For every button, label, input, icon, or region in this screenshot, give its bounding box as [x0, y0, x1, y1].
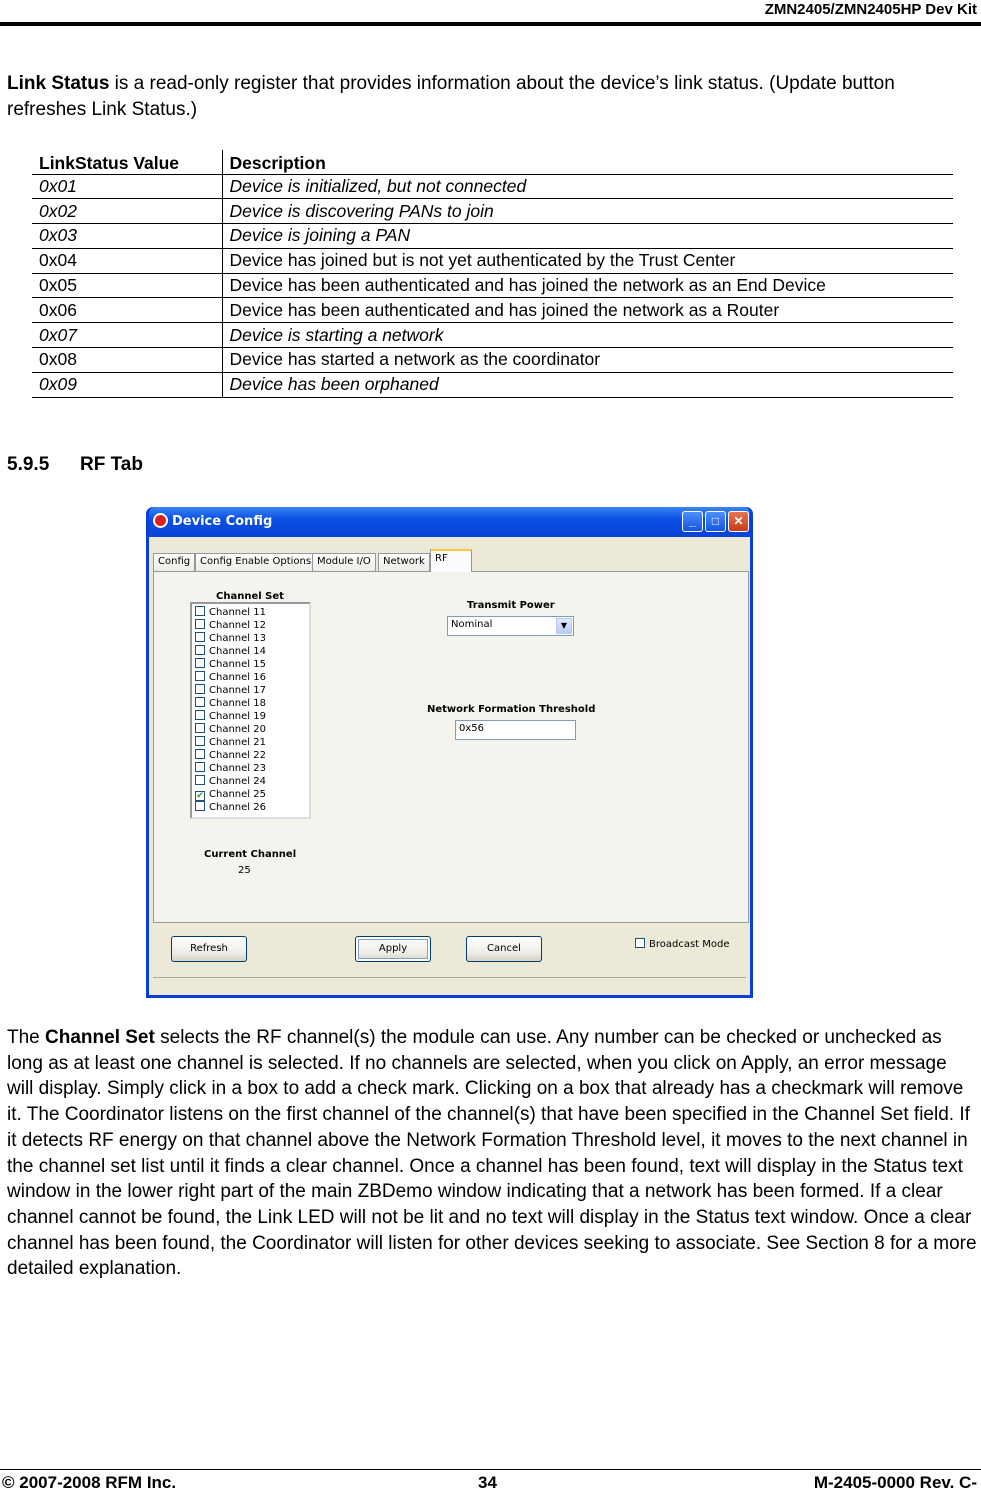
channel-item[interactable] — [192, 697, 309, 710]
channel-checkbox[interactable] — [195, 775, 205, 785]
current-channel-value: 25 — [238, 865, 251, 876]
channel-checkbox[interactable] — [195, 632, 205, 642]
tab-config[interactable]: Config — [153, 553, 195, 571]
link-status-value: 0x04 — [32, 248, 222, 273]
channel-checkbox[interactable] — [195, 684, 205, 694]
channel-item[interactable] — [192, 632, 309, 645]
link-status-value: 0x05 — [32, 273, 222, 298]
device-config-window — [146, 507, 753, 998]
section-title: RF Tab — [80, 454, 143, 475]
channel-label: Channel 16 — [209, 672, 266, 683]
section-number: 5.9.5 — [7, 454, 50, 475]
cancel-button[interactable]: Cancel — [466, 936, 542, 962]
channel-set-term: Channel Set — [45, 1027, 155, 1048]
channel-label: Channel 14 — [209, 646, 266, 657]
table-row — [32, 273, 953, 298]
channel-label: Channel 24 — [209, 776, 266, 787]
channel-checkbox[interactable] — [195, 736, 205, 746]
link-status-value: 0x02 — [32, 199, 222, 224]
channel-checkbox[interactable] — [195, 671, 205, 681]
channel-item[interactable] — [192, 749, 309, 762]
channel-set-label: Channel Set — [216, 591, 284, 602]
current-channel-label: Current Channel — [204, 849, 297, 860]
section-heading — [7, 454, 143, 476]
channel-checkbox[interactable] — [195, 606, 205, 616]
channel-checkbox[interactable] — [195, 645, 205, 655]
channel-checkbox[interactable] — [195, 658, 205, 668]
channel-checkbox[interactable] — [195, 749, 205, 759]
link-status-value: 0x08 — [32, 348, 222, 373]
window-title: Device Config — [172, 514, 273, 529]
link-status-description: Device is discovering PANs to join — [222, 199, 953, 224]
body-lead: The — [7, 1027, 46, 1048]
page-footer — [0, 1469, 981, 1492]
network-formation-threshold-label: Network Formation Threshold — [427, 704, 596, 715]
channel-label: Channel 25 — [209, 789, 266, 800]
channel-label: Channel 11 — [209, 607, 266, 618]
tab-module-io[interactable]: Module I/O — [312, 553, 376, 571]
link-status-value: 0x07 — [32, 323, 222, 348]
minimize-button[interactable]: _ — [682, 511, 703, 532]
col-value-header: LinkStatus Value — [32, 150, 222, 174]
table-row — [32, 298, 953, 323]
channel-label: Channel 17 — [209, 685, 266, 696]
channel-item[interactable] — [192, 788, 309, 801]
page-header — [0, 0, 981, 26]
maximize-button[interactable]: □ — [705, 511, 726, 532]
link-status-description: Device has been authenticated and has joined the network as a Router — [222, 298, 953, 323]
intro-text: is a read-only register that provides information about the device’s link status. (Update button refreshes Link Status.) — [7, 73, 895, 120]
broadcast-mode-checkbox[interactable] — [635, 938, 645, 948]
channel-label: Channel 15 — [209, 659, 266, 670]
page-number: 34 — [478, 1473, 497, 1492]
link-status-value: 0x09 — [32, 372, 222, 397]
link-status-description: Device is joining a PAN — [222, 224, 953, 249]
network-formation-threshold-input[interactable] — [455, 720, 576, 740]
table-row — [32, 199, 953, 224]
channel-item[interactable] — [192, 658, 309, 671]
channel-label: Channel 26 — [209, 802, 266, 813]
link-status-description: Device is initialized, but not connected — [222, 174, 953, 199]
threshold-value: 0x56 — [459, 723, 485, 734]
channel-checkbox[interactable] — [195, 619, 205, 629]
channel-set-list[interactable] — [190, 602, 311, 819]
footer-copyright: © 2007-2008 RFM Inc. — [2, 1473, 177, 1492]
channel-set-paragraph — [7, 1025, 977, 1282]
transmit-power-select[interactable] — [447, 616, 574, 636]
bottom-divider — [153, 977, 746, 978]
broadcast-mode-option[interactable] — [635, 938, 730, 950]
table-header-row — [32, 150, 953, 174]
close-button[interactable]: ✕ — [728, 511, 749, 532]
tab-network[interactable]: Network — [378, 553, 430, 571]
link-status-value: 0x03 — [32, 224, 222, 249]
channel-item[interactable] — [192, 684, 309, 697]
window-client — [149, 537, 750, 995]
channel-item[interactable] — [192, 762, 309, 775]
body-text: selects the RF channel(s) the module can use. Any number can be checked or unchecked as long as at least one channel is selected. If no channels are selected, when you click on Apply, an error message will display. Simply click in a box to add a check mark. Clicking on a box that already has a checkmark will remove it. The Coordinator listens on the first channel of the channel(s) that have been specified in the Channel Set field. If it detects RF energy on that channel above the Network Formation Threshold level, it moves to the next channel in the channel set list until it finds a clear channel. Once a channel has been found, text will display in the Status text window in the lower right part of the main ZBDemo window indicating that a network has been formed. If a clear channel cannot be found, the Link LED will not be lit and no text will display in the Status text window. Once a clear channel has been found, the Coordinator will listen for other devices seeking to associate. See Section 8 for a more detailed explanation. — [7, 1027, 977, 1280]
channel-checkbox[interactable] — [195, 801, 205, 811]
table-row — [32, 248, 953, 273]
channel-item[interactable] — [192, 606, 309, 619]
channel-label: Channel 12 — [209, 620, 266, 631]
table-row — [32, 348, 953, 373]
col-desc-header: Description — [229, 152, 326, 173]
transmit-power-label: Transmit Power — [467, 600, 555, 611]
channel-checkbox[interactable] — [195, 697, 205, 707]
channel-item[interactable] — [192, 736, 309, 749]
channel-item[interactable] — [192, 645, 309, 658]
link-status-term: Link Status — [7, 73, 110, 94]
header-title: ZMN2405/ZMN2405HP Dev Kit — [764, 1, 977, 18]
channel-label: Channel 22 — [209, 750, 266, 761]
channel-label: Channel 20 — [209, 724, 266, 735]
refresh-button[interactable]: Refresh — [171, 936, 247, 962]
channel-item[interactable] — [192, 671, 309, 684]
link-status-description: Device has started a network as the coordinator — [222, 348, 953, 373]
channel-item[interactable] — [192, 619, 309, 632]
chevron-down-icon[interactable]: ▼ — [556, 618, 572, 634]
channel-label: Channel 18 — [209, 698, 266, 709]
apply-button[interactable]: Apply — [355, 936, 431, 962]
intro-paragraph — [7, 71, 977, 122]
channel-label: Channel 23 — [209, 763, 266, 774]
channel-checkbox[interactable] — [195, 723, 205, 733]
link-status-value: 0x01 — [32, 174, 222, 199]
table-row — [32, 323, 953, 348]
channel-item[interactable] — [192, 801, 309, 814]
channel-checkbox[interactable] — [195, 762, 205, 772]
app-icon — [153, 513, 168, 528]
channel-label: Channel 19 — [209, 711, 266, 722]
channel-label: Channel 21 — [209, 737, 266, 748]
broadcast-mode-label: Broadcast Mode — [649, 939, 730, 950]
table-row — [32, 174, 953, 199]
channel-item[interactable] — [192, 723, 309, 736]
link-status-description: Device has been authenticated and has joined the network as an End Device — [222, 273, 953, 298]
link-status-description: Device has been orphaned — [222, 372, 953, 397]
channel-item[interactable] — [192, 775, 309, 788]
tab-config-enable-options[interactable]: Config Enable Options — [195, 553, 316, 571]
link-status-table — [32, 150, 953, 398]
window-titlebar[interactable] — [149, 507, 750, 537]
channel-label: Channel 13 — [209, 633, 266, 644]
transmit-power-value: Nominal — [451, 619, 493, 630]
tab-rf[interactable]: RF — [430, 549, 472, 572]
checkmark-icon[interactable]: ✔ — [196, 791, 204, 801]
link-status-description: Device has joined but is not yet authenticated by the Trust Center — [222, 248, 953, 273]
table-row — [32, 224, 953, 249]
footer-doc-id: M-2405-0000 Rev. C- — [813, 1473, 977, 1492]
link-status-description: Device is starting a network — [222, 323, 953, 348]
table-row — [32, 372, 953, 397]
channel-checkbox[interactable] — [195, 710, 205, 720]
channel-item[interactable] — [192, 710, 309, 723]
link-status-value: 0x06 — [32, 298, 222, 323]
